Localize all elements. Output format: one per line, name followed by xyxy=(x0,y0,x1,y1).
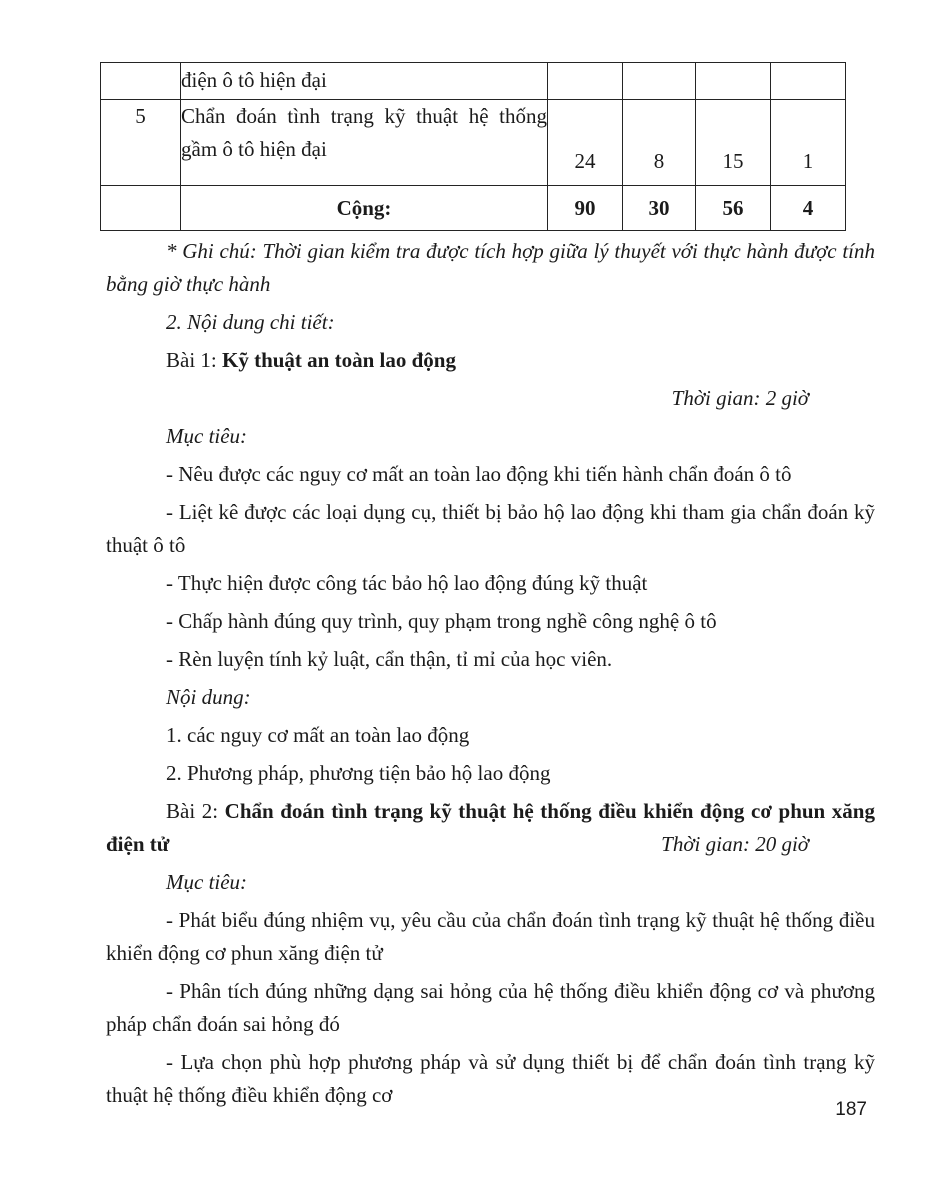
col-exam-hours: 4 xyxy=(771,186,846,231)
text-run: - Phân tích đúng những dạng sai hỏng của hệ thống điều khiển động cơ và phương pháp chẩn đoán sai hỏng đó xyxy=(106,979,875,1036)
text-run: Chẩn đoán tình trạng kỹ thuật hệ thống điều khiển động cơ phun xăng điện tử xyxy=(106,799,875,856)
col-theory-hours xyxy=(623,63,696,100)
text-run: 1. các nguy cơ mất an toàn lao động xyxy=(166,723,470,747)
col-practice-hours xyxy=(696,63,771,100)
curriculum-table-body xyxy=(101,63,846,231)
objective-item xyxy=(106,458,875,491)
table-row xyxy=(101,100,846,186)
objective-item xyxy=(106,904,875,970)
col-title: điện ô tô hiện đại xyxy=(181,63,548,100)
content-item xyxy=(106,757,875,790)
content-item xyxy=(106,719,875,752)
text-run: - Liệt kê được các loại dụng cụ, thiết bị bảo hộ lao động khi tham gia chẩn đoán kỹ thuật ô tô xyxy=(106,500,875,557)
text-run: * Ghi chú: Thời gian kiểm tra được tích hợp giữa lý thuyết với thực hành được tính bằng giờ thực hành xyxy=(106,239,875,296)
col-theory-hours: 8 xyxy=(623,100,696,186)
text-run: 2. Phương pháp, phương tiện bảo hộ lao động xyxy=(166,761,551,785)
page-content xyxy=(100,62,875,1117)
col-title: Cộng: xyxy=(181,186,548,231)
text-run: Mục tiêu: xyxy=(166,424,248,448)
lesson-1-heading xyxy=(106,344,875,377)
col-theory-hours: 30 xyxy=(623,186,696,231)
objective-item xyxy=(106,643,875,676)
col-title: Chẩn đoán tình trạng kỹ thuật hệ thống gầm ô tô hiện đại xyxy=(181,100,548,186)
content-label xyxy=(106,681,875,714)
col-practice-hours: 15 xyxy=(696,100,771,186)
text-run: - Rèn luyện tính kỷ luật, cẩn thận, tỉ mỉ của học viên. xyxy=(166,647,613,671)
table-row xyxy=(101,63,846,100)
text-run: Nội dung: xyxy=(166,685,251,709)
note-paragraph xyxy=(106,235,875,301)
document-body xyxy=(106,235,875,1112)
section-2-heading xyxy=(106,306,875,339)
objectives-label xyxy=(106,866,875,899)
duration-label: Thời gian: 20 giờ xyxy=(661,832,809,856)
text-run: - Lựa chọn phù hợp phương pháp và sử dụng thiết bị để chẩn đoán tình trạng kỹ thuật hệ thống điều khiển động cơ xyxy=(106,1050,875,1107)
text-run: Mục tiêu: xyxy=(166,870,248,894)
page-number: 187 xyxy=(835,1099,867,1120)
col-total-hours xyxy=(548,63,623,100)
col-exam-hours: 1 xyxy=(771,100,846,186)
lesson-1-duration xyxy=(106,382,875,415)
text-run: - Thực hiện được công tác bảo hộ lao động đúng kỹ thuật xyxy=(166,571,648,595)
text-run: Bài 1: xyxy=(166,348,222,372)
text-run: Kỹ thuật an toàn lao động xyxy=(222,348,456,372)
lesson-2-heading xyxy=(106,795,875,861)
objectives-label xyxy=(106,420,875,453)
text-run: - Chấp hành đúng quy trình, quy phạm trong nghề công nghệ ô tô xyxy=(166,609,717,633)
col-practice-hours: 56 xyxy=(696,186,771,231)
col-total-hours: 90 xyxy=(548,186,623,231)
col-index xyxy=(101,63,181,100)
col-index: 5 xyxy=(101,100,181,186)
col-index xyxy=(101,186,181,231)
objective-item xyxy=(106,605,875,638)
objective-item xyxy=(106,1046,875,1112)
text-run: 2. Nội dung chi tiết: xyxy=(166,310,335,334)
table-row xyxy=(101,186,846,231)
text-run: - Phát biểu đúng nhiệm vụ, yêu cầu của chẩn đoán tình trạng kỹ thuật hệ thống điều khiển động cơ phun xăng điện tử xyxy=(106,908,875,965)
curriculum-summary-table xyxy=(100,62,846,231)
text-run: Thời gian: 2 giờ xyxy=(671,386,809,410)
col-total-hours: 24 xyxy=(548,100,623,186)
objective-item xyxy=(106,496,875,562)
col-exam-hours xyxy=(771,63,846,100)
objective-item xyxy=(106,567,875,600)
text-run: - Nêu được các nguy cơ mất an toàn lao động khi tiến hành chẩn đoán ô tô xyxy=(166,462,792,486)
objective-item xyxy=(106,975,875,1041)
text-run: Bài 2: xyxy=(166,799,225,823)
